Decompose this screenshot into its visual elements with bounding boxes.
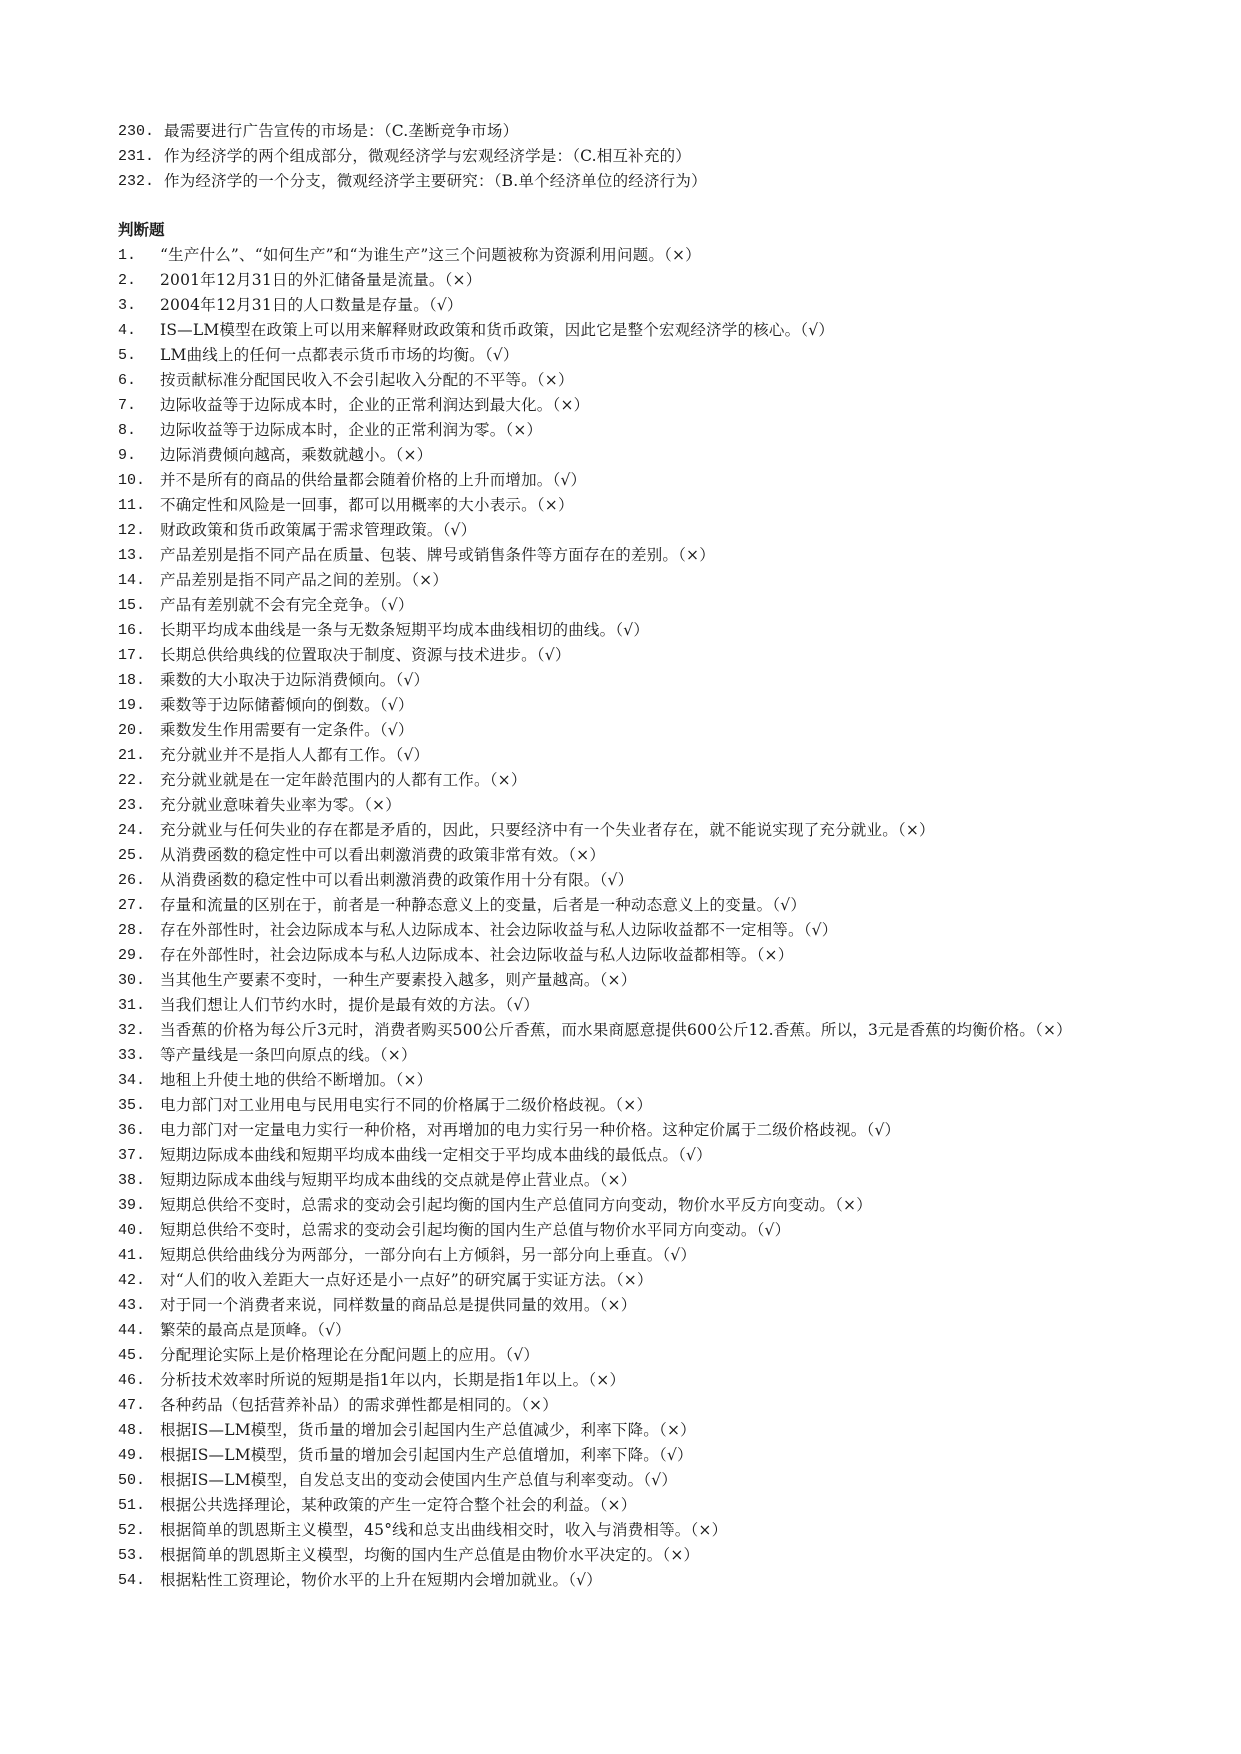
item-text: 从消费函数的稳定性中可以看出刺激消费的政策作用十分有限。（√） [160, 871, 634, 889]
item-text: 短期总供给不变时，总需求的变动会引起均衡的国内生产总值与物价水平同方向变动。（√） [160, 1221, 791, 1239]
item-number: 30. [118, 972, 146, 989]
item-number: 16. [118, 622, 146, 639]
item-number: 34. [118, 1072, 146, 1089]
item-text: 从消费函数的稳定性中可以看出刺激消费的政策非常有效。（×） [160, 846, 606, 864]
list-item [118, 1243, 1158, 1268]
item-text: 地租上升使土地的供给不断增加。（×） [160, 1071, 433, 1089]
list-item [118, 968, 1158, 993]
item-text: 根据简单的凯恩斯主义模型，均衡的国内生产总值是由物价水平决定的。（×） [160, 1546, 700, 1564]
item-number: 10. [118, 472, 146, 489]
item-number: 25. [118, 847, 146, 864]
list-item [118, 768, 1158, 793]
list-item [118, 568, 1158, 593]
true-false-section [118, 218, 1158, 1593]
list-item [118, 1543, 1158, 1568]
item-text: 当我们想让人们节约水时，提价是最有效的方法。（√） [160, 996, 540, 1014]
item-number: 27. [118, 897, 146, 914]
item-number: 31. [118, 997, 146, 1014]
item-number: 26. [118, 872, 146, 889]
item-text: 财政政策和货币政策属于需求管理政策。（√） [160, 521, 477, 539]
true-false-list [118, 243, 1158, 1593]
list-item [118, 1443, 1158, 1468]
item-text: 根据IS—LM模型，货币量的增加会引起国内生产总值增加，利率下降。（√） [160, 1446, 693, 1464]
list-item [118, 1293, 1158, 1318]
list-item [118, 1318, 1158, 1343]
item-number: 47. [118, 1397, 146, 1414]
list-item [118, 1518, 1158, 1543]
item-text: 不确定性和风险是一回事，都可以用概率的大小表示。（×） [160, 496, 574, 514]
item-text: 繁荣的最高点是顶峰。（√） [160, 1321, 351, 1339]
item-number: 21. [118, 747, 146, 764]
item-number: 11. [118, 497, 146, 514]
item-number: 51. [118, 1497, 146, 1514]
list-item [118, 1268, 1158, 1293]
list-item [118, 393, 1158, 418]
item-text: 产品有差别就不会有完全竞争。（√） [160, 596, 414, 614]
item-number: 35. [118, 1097, 146, 1114]
item-number: 52. [118, 1522, 146, 1539]
item-number: 230. [118, 123, 155, 140]
list-item [118, 618, 1158, 643]
item-text: 各种药品（包括营养补品）的需求弹性都是相同的。（×） [160, 1396, 558, 1414]
item-text: 根据公共选择理论，某种政策的产生一定符合整个社会的利益。（×） [160, 1496, 637, 1514]
item-text: 边际收益等于边际成本时，企业的正常利润为零。（×） [160, 421, 543, 439]
item-text: 根据IS—LM模型，货币量的增加会引起国内生产总值减少，利率下降。（×） [160, 1421, 696, 1439]
item-text: 产品差别是指不同产品在质量、包装、牌号或销售条件等方面存在的差别。（×） [160, 546, 715, 564]
item-number: 12. [118, 522, 146, 539]
item-text: 对“人们的收入差距大一点好还是小一点好”的研究属于实证方法。（×） [160, 1271, 653, 1289]
list-item [118, 543, 1158, 568]
item-text: 乘数发生作用需要有一定条件。（√） [160, 721, 414, 739]
list-item [118, 793, 1158, 818]
item-number: 43. [118, 1297, 146, 1314]
list-item [118, 818, 1158, 843]
item-number: 46. [118, 1372, 146, 1389]
item-number: 29. [118, 947, 146, 964]
item-number: 18. [118, 672, 146, 689]
item-number: 19. [118, 697, 146, 714]
list-item [118, 169, 1158, 194]
multiple-choice-list [118, 119, 1158, 194]
item-number: 14. [118, 572, 146, 589]
item-text: 当其他生产要素不变时，一种生产要素投入越多，则产量越高。（×） [160, 971, 637, 989]
list-item [118, 493, 1158, 518]
item-text: LM曲线上的任何一点都表示货币市场的均衡。（√） [160, 346, 519, 364]
item-number: 22. [118, 772, 146, 789]
item-text: 分配理论实际上是价格理论在分配问题上的应用。（√） [160, 1346, 540, 1364]
item-text: 根据粘性工资理论，物价水平的上升在短期内会增加就业。（√） [160, 1571, 602, 1589]
list-item [118, 593, 1158, 618]
list-item [118, 518, 1158, 543]
item-number: 1. [118, 247, 137, 264]
item-number: 38. [118, 1172, 146, 1189]
list-item [118, 468, 1158, 493]
list-item [118, 1043, 1158, 1068]
list-item [118, 1468, 1158, 1493]
list-item [118, 743, 1158, 768]
item-number: 39. [118, 1197, 146, 1214]
item-text: 短期边际成本曲线与短期平均成本曲线的交点就是停止营业点。（×） [160, 1171, 637, 1189]
item-text: 2001年12月31日的外汇储备量是流量。（×） [160, 271, 482, 289]
item-number: 40. [118, 1222, 146, 1239]
item-number: 232. [118, 173, 155, 190]
item-text: 对于同一个消费者来说，同样数量的商品总是提供同量的效用。（×） [160, 1296, 637, 1314]
item-text: 根据简单的凯恩斯主义模型，45°线和总支出曲线相交时，收入与消费相等。（×） [160, 1521, 728, 1539]
section-title: 判断题 [118, 221, 165, 239]
item-text: 存在外部性时，社会边际成本与私人边际成本、社会边际收益与私人边际收益都相等。（×） [160, 946, 794, 964]
list-item [118, 1418, 1158, 1443]
item-number: 28. [118, 922, 146, 939]
item-number: 2. [118, 272, 137, 289]
item-number: 4. [118, 322, 137, 339]
item-text: 乘数的大小取决于边际消费倾向。（√） [160, 671, 430, 689]
list-item [118, 293, 1158, 318]
list-item [118, 368, 1158, 393]
item-text: 短期总供给曲线分为两部分，一部分向右上方倾斜，另一部分向上垂直。（√） [160, 1246, 697, 1264]
item-text: 乘数等于边际储蓄倾向的倒数。（√） [160, 696, 414, 714]
list-item [118, 1568, 1158, 1593]
list-item [118, 1118, 1158, 1143]
item-number: 36. [118, 1122, 146, 1139]
item-number: 54. [118, 1572, 146, 1589]
list-item [118, 243, 1158, 268]
item-text: 2004年12月31日的人口数量是存量。（√） [160, 296, 463, 314]
list-item [118, 918, 1158, 943]
item-text: 当香蕉的价格为每公斤3元时，消费者购买500公斤香蕉，而水果商愿意提供600公斤12.香蕉。所以，3元是香蕉的均衡价格。（×） [160, 1021, 1072, 1039]
list-item [118, 1218, 1158, 1243]
list-item [118, 843, 1158, 868]
list-item [118, 1393, 1158, 1418]
item-text: “生产什么”、“如何生产”和“为谁生产”这三个问题被称为资源利用问题。（×） [160, 246, 701, 264]
list-item [118, 1018, 1158, 1043]
item-text: 电力部门对工业用电与民用电实行不同的价格属于二级价格歧视。（×） [160, 1096, 653, 1114]
item-number: 15. [118, 597, 146, 614]
list-item [118, 643, 1158, 668]
item-number: 23. [118, 797, 146, 814]
list-item [118, 718, 1158, 743]
item-text: 存量和流量的区别在于，前者是一种静态意义上的变量，后者是一种动态意义上的变量。（√） [160, 896, 807, 914]
item-number: 7. [118, 397, 137, 414]
item-text: 根据IS—LM模型，自发总支出的变动会使国内生产总值与利率变动。（√） [160, 1471, 678, 1489]
list-item [118, 119, 1158, 144]
item-number: 32. [118, 1022, 146, 1039]
item-number: 42. [118, 1272, 146, 1289]
list-item [118, 318, 1158, 343]
item-text: 分析技术效率时所说的短期是指1年以内，长期是指1年以上。（×） [160, 1371, 626, 1389]
item-number: 41. [118, 1247, 146, 1264]
item-number: 9. [118, 447, 137, 464]
item-number: 17. [118, 647, 146, 664]
item-text: 边际收益等于边际成本时，企业的正常利润达到最大化。（×） [160, 396, 590, 414]
item-number: 231. [118, 148, 155, 165]
item-text: 充分就业意味着失业率为零。（×） [160, 796, 401, 814]
item-text: 按贡献标准分配国民收入不会引起收入分配的不平等。（×） [160, 371, 574, 389]
item-text: 边际消费倾向越高，乘数就越小。（×） [160, 446, 433, 464]
item-number: 50. [118, 1472, 146, 1489]
item-text: 长期平均成本曲线是一条与无数条短期平均成本曲线相切的曲线。（√） [160, 621, 650, 639]
item-number: 48. [118, 1422, 146, 1439]
item-text: 产品差别是指不同产品之间的差别。（×） [160, 571, 449, 589]
list-item [118, 868, 1158, 893]
item-text: 短期边际成本曲线和短期平均成本曲线一定相交于平均成本曲线的最低点。（√） [160, 1146, 712, 1164]
list-item [118, 1168, 1158, 1193]
item-text: 短期总供给不变时，总需求的变动会引起均衡的国内生产总值同方向变动，物价水平反方向变动。（×） [160, 1196, 872, 1214]
list-item [118, 1193, 1158, 1218]
list-item [118, 1493, 1158, 1518]
item-text: 存在外部性时，社会边际成本与私人边际成本、社会边际收益与私人边际收益都不一定相等。（√） [160, 921, 838, 939]
item-text: 并不是所有的商品的供给量都会随着价格的上升而增加。（√） [160, 471, 587, 489]
item-text: 等产量线是一条凹向原点的线。（×） [160, 1046, 417, 1064]
item-number: 3. [118, 297, 137, 314]
item-text: 作为经济学的一个分支，微观经济学主要研究：（B.单个经济单位的经济行为） [164, 172, 707, 190]
list-item [118, 144, 1158, 169]
item-number: 49. [118, 1447, 146, 1464]
item-text: 作为经济学的两个组成部分，微观经济学与宏观经济学是：（C.相互补充的） [164, 147, 691, 165]
list-item [118, 268, 1158, 293]
list-item [118, 893, 1158, 918]
item-number: 20. [118, 722, 146, 739]
item-number: 53. [118, 1547, 146, 1564]
item-number: 45. [118, 1347, 146, 1364]
list-item [118, 1368, 1158, 1393]
item-number: 24. [118, 822, 146, 839]
item-text: 长期总供给典线的位置取决于制度、资源与技术进步。（√） [160, 646, 571, 664]
list-item [118, 418, 1158, 443]
item-number: 5. [118, 347, 137, 364]
item-text: 最需要进行广告宣传的市场是：（C.垄断竞争市场） [164, 122, 519, 140]
item-number: 8. [118, 422, 137, 439]
item-number: 13. [118, 547, 146, 564]
list-item [118, 993, 1158, 1018]
item-text: IS—LM模型在政策上可以用来解释财政政策和货币政策，因此它是整个宏观经济学的核心。（√） [160, 321, 835, 339]
item-number: 37. [118, 1147, 146, 1164]
item-text: 充分就业就是在一定年龄范围内的人都有工作。（×） [160, 771, 527, 789]
item-text: 电力部门对一定量电力实行一种价格，对再增加的电力实行另一种价格。这种定价属于二级价格歧视。（√） [160, 1121, 901, 1139]
item-number: 6. [118, 372, 137, 389]
item-text: 充分就业与任何失业的存在都是矛盾的，因此，只要经济中有一个失业者存在，就不能说实现了充分就业。（×） [160, 821, 935, 839]
list-item [118, 693, 1158, 718]
list-item [118, 943, 1158, 968]
list-item [118, 668, 1158, 693]
list-item [118, 1068, 1158, 1093]
list-item [118, 1343, 1158, 1368]
list-item [118, 1143, 1158, 1168]
list-item [118, 443, 1158, 468]
item-text: 充分就业并不是指人人都有工作。（√） [160, 746, 430, 764]
item-number: 44. [118, 1322, 146, 1339]
item-number: 33. [118, 1047, 146, 1064]
list-item [118, 343, 1158, 368]
list-item [118, 1093, 1158, 1118]
